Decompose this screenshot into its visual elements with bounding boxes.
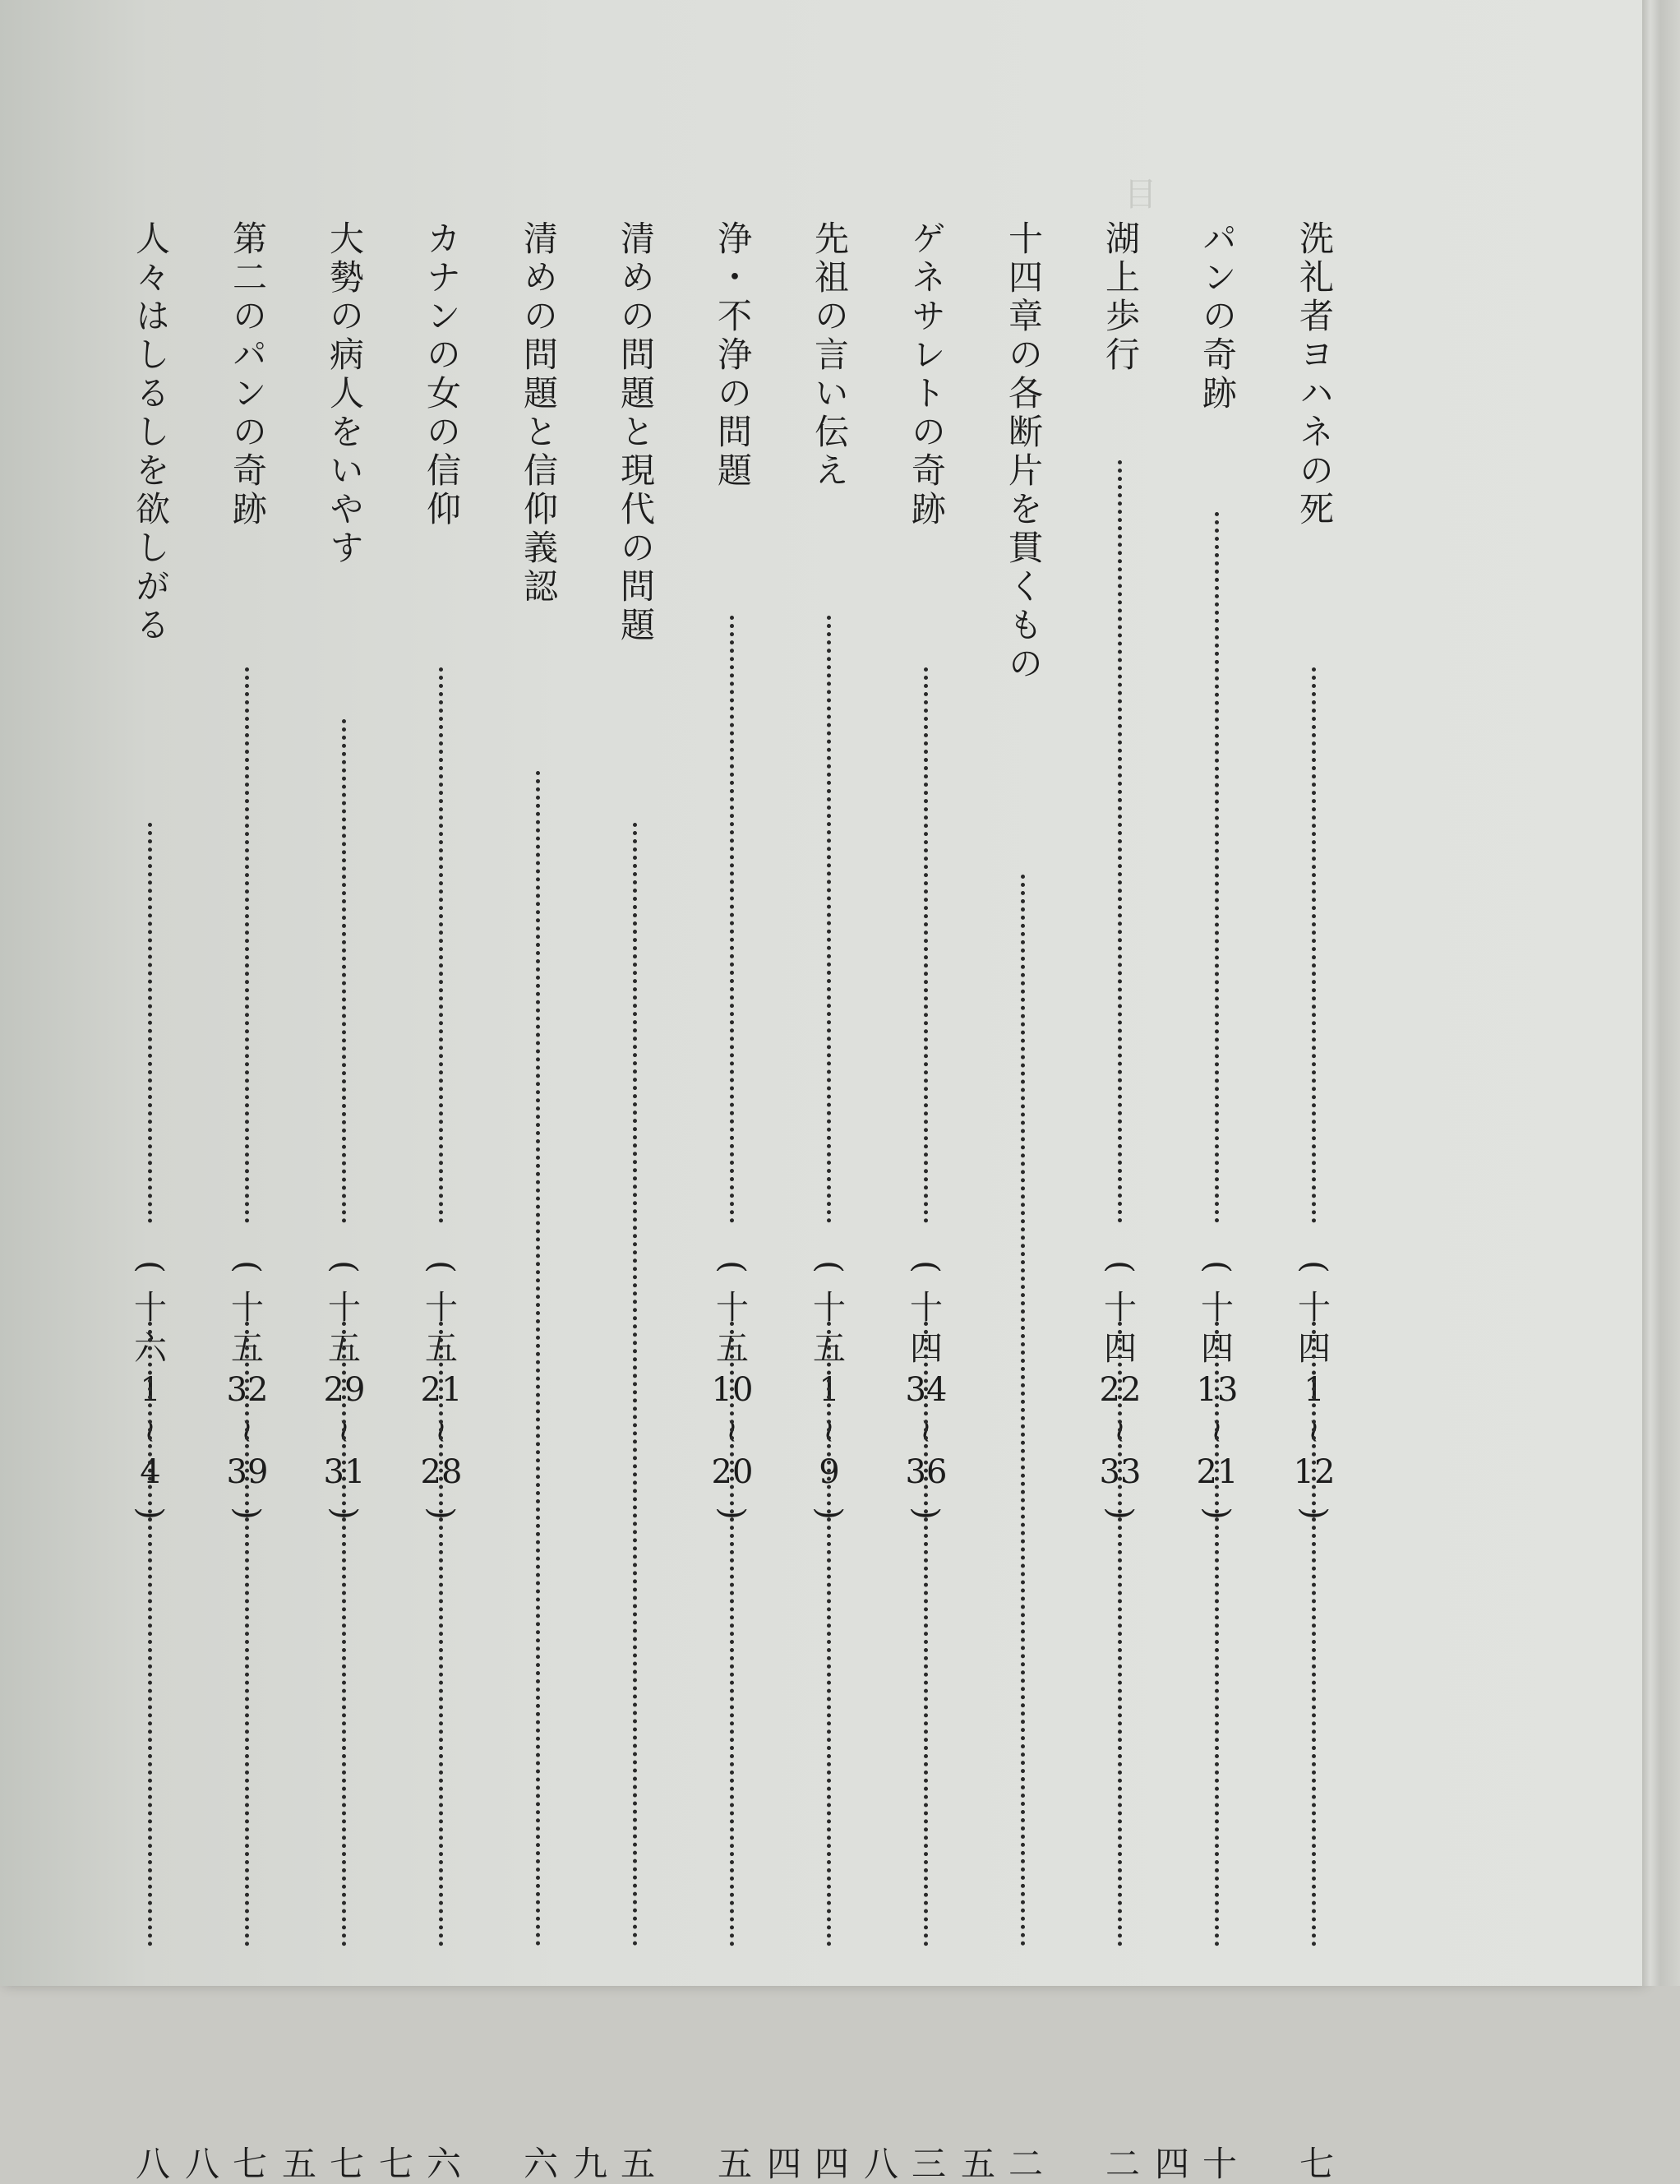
leader-dots [439, 1322, 443, 1946]
close-paren: ) [132, 1507, 169, 1520]
page-number: 八 [131, 2145, 171, 2184]
verse-end: 9 [819, 1453, 840, 1491]
toc-entry [1150, 220, 1241, 2184]
entry-title: 人々はしるしを欲しがる [131, 220, 171, 645]
leader-dots [1118, 1322, 1122, 1946]
close-paren: ) [713, 1507, 751, 1520]
chapter-char: 十 [813, 1289, 846, 1327]
open-paren: ( [1101, 1260, 1139, 1273]
chapter-char: 五 [716, 1330, 749, 1368]
toc-entry [859, 220, 950, 2184]
chapter-char: 四 [1104, 1330, 1137, 1368]
open-paren: ( [907, 1260, 945, 1273]
leader-dots [924, 667, 928, 1223]
leader-dots [1312, 1322, 1316, 1946]
range-tilde: ~ [1101, 1417, 1139, 1445]
chapter-char: 四 [1201, 1330, 1234, 1368]
toc-entry [708, 220, 756, 2184]
close-paren: ) [1101, 1507, 1139, 1520]
range-tilde: ~ [325, 1417, 363, 1445]
entry-title: 湖上歩行 [1101, 220, 1141, 375]
chapter-char: 十 [425, 1289, 458, 1327]
entry-title: 清めの問題と信仰義認 [519, 220, 559, 607]
close-paren: ) [1198, 1507, 1236, 1520]
entry-title: 浄・不浄の問題 [713, 220, 753, 491]
chapter-char: 十 [910, 1289, 943, 1327]
page-number: 六 [519, 2145, 559, 2184]
toc-entry [180, 220, 271, 2184]
verse-end: 28 [420, 1453, 463, 1491]
entry-title: 大勢の病人をいやす [325, 220, 365, 568]
leader-dots [1118, 460, 1122, 1223]
leader-dots [342, 1322, 346, 1946]
leader-dots [1215, 512, 1219, 1223]
chapter-char: 四 [1298, 1330, 1331, 1368]
leader-dots [827, 1322, 831, 1946]
open-paren: ( [1198, 1260, 1236, 1273]
chapter-char: 十 [134, 1289, 167, 1327]
verse-end: 21 [1196, 1453, 1239, 1491]
verse-end: 12 [1293, 1453, 1336, 1491]
toc-entry [515, 220, 562, 2184]
page-number: 六七 [374, 2145, 462, 2184]
verse-end: 4 [140, 1453, 161, 1491]
entry-title: 十四章の各断片を貫くもの [1004, 220, 1044, 684]
page-number: 七八 [180, 2145, 268, 2184]
page-edge [1642, 0, 1680, 1986]
leader-dots [1215, 1322, 1219, 1946]
close-paren: ) [810, 1507, 848, 1520]
entry-title: 先祖の言い伝え [810, 220, 850, 491]
chapter-char: 十 [328, 1289, 361, 1327]
verse-start: 1 [140, 1371, 161, 1409]
page-number: 二五 [956, 2145, 1044, 2184]
leader-dots [924, 1322, 928, 1946]
toc-entry [374, 220, 465, 2184]
open-paren: ( [713, 1260, 751, 1273]
leader-dots [342, 719, 346, 1223]
verse-start: 1 [819, 1371, 840, 1409]
verse-end: 39 [226, 1453, 269, 1491]
page-number: 十四 [1150, 2145, 1238, 2184]
entry-title: カナンの女の信仰 [422, 220, 462, 529]
entry-title: 清めの問題と現代の問題 [616, 220, 656, 645]
leader-dots [1312, 667, 1316, 1223]
chapter-char: 四 [910, 1330, 943, 1368]
leader-dots [730, 1322, 734, 1946]
verse-start: 22 [1099, 1371, 1142, 1409]
close-paren: ) [907, 1507, 945, 1520]
open-paren: ( [228, 1260, 266, 1273]
toc-entry [277, 220, 368, 2184]
leader-dots [439, 667, 443, 1223]
chapter-char: 五 [425, 1330, 458, 1368]
close-paren: ) [228, 1507, 266, 1520]
verse-end: 33 [1099, 1453, 1142, 1491]
toc-entry [1096, 220, 1144, 2184]
chapter-char: 十 [716, 1289, 749, 1327]
leader-dots [536, 771, 540, 1946]
chapter-char: 六 [134, 1330, 167, 1368]
open-paren: ( [325, 1260, 363, 1273]
toc-entry [956, 220, 1047, 2184]
chapter-char: 十 [231, 1289, 264, 1327]
verse-start: 1 [1304, 1371, 1325, 1409]
chapter-char: 五 [231, 1330, 264, 1368]
leader-dots [148, 823, 152, 1223]
verse-start: 32 [226, 1371, 269, 1409]
verse-start: 34 [905, 1371, 948, 1409]
entry-title: パンの奇跡 [1198, 220, 1238, 413]
verse-end: 31 [323, 1453, 366, 1491]
page-number: 三八 [859, 2145, 947, 2184]
toc-entry [127, 220, 174, 2184]
faint-heading-icon: 目 [1119, 177, 1156, 210]
range-tilde: ~ [1295, 1417, 1333, 1445]
leader-dots [245, 667, 249, 1223]
range-tilde: ~ [422, 1417, 460, 1445]
entry-title: ゲネサレトの奇跡 [907, 220, 947, 529]
page-number: 二 [1101, 2145, 1141, 2184]
entry-title: 第二のパンの奇跡 [228, 220, 268, 529]
page-number: 五 [713, 2145, 753, 2184]
verse-start: 29 [323, 1371, 366, 1409]
table-of-contents [127, 220, 1338, 2184]
verse-start: 13 [1196, 1371, 1239, 1409]
entry-title: 洗礼者ヨハネの死 [1295, 220, 1335, 529]
leader-dots [730, 616, 734, 1223]
leader-dots [245, 1322, 249, 1946]
page-number: 七五 [277, 2145, 365, 2184]
chapter-char: 十 [1104, 1289, 1137, 1327]
open-paren: ( [810, 1260, 848, 1273]
verse-start: 21 [420, 1371, 463, 1409]
toc-entry [1290, 220, 1338, 2184]
range-tilde: ~ [1198, 1417, 1236, 1445]
verse-end: 20 [711, 1453, 754, 1491]
range-tilde: ~ [907, 1417, 945, 1445]
range-tilde: ~ [713, 1417, 751, 1445]
leader-dots [1021, 875, 1025, 1946]
chapter-char: 五 [328, 1330, 361, 1368]
range-tilde: ~ [228, 1417, 266, 1445]
toc-entry [568, 220, 659, 2184]
range-tilde: ~ [810, 1417, 848, 1445]
toc-entry [762, 220, 853, 2184]
verse-start: 10 [711, 1371, 754, 1409]
open-paren: ( [132, 1260, 169, 1273]
chapter-char: 十 [1298, 1289, 1331, 1327]
close-paren: ) [325, 1507, 363, 1520]
open-paren: ( [1295, 1260, 1333, 1273]
close-paren: ) [1295, 1507, 1333, 1520]
chapter-char: 五 [813, 1330, 846, 1368]
leader-dots [827, 616, 831, 1223]
range-tilde: ~ [132, 1417, 169, 1445]
page-number: 七 [1295, 2145, 1335, 2184]
open-paren: ( [422, 1260, 460, 1273]
page-number: 五九 [568, 2145, 656, 2184]
page-number: 四四 [762, 2145, 850, 2184]
chapter-char: 十 [1201, 1289, 1234, 1327]
verse-end: 36 [905, 1453, 948, 1491]
close-paren: ) [422, 1507, 460, 1520]
leader-dots [633, 823, 637, 1946]
leader-dots [148, 1322, 152, 1946]
